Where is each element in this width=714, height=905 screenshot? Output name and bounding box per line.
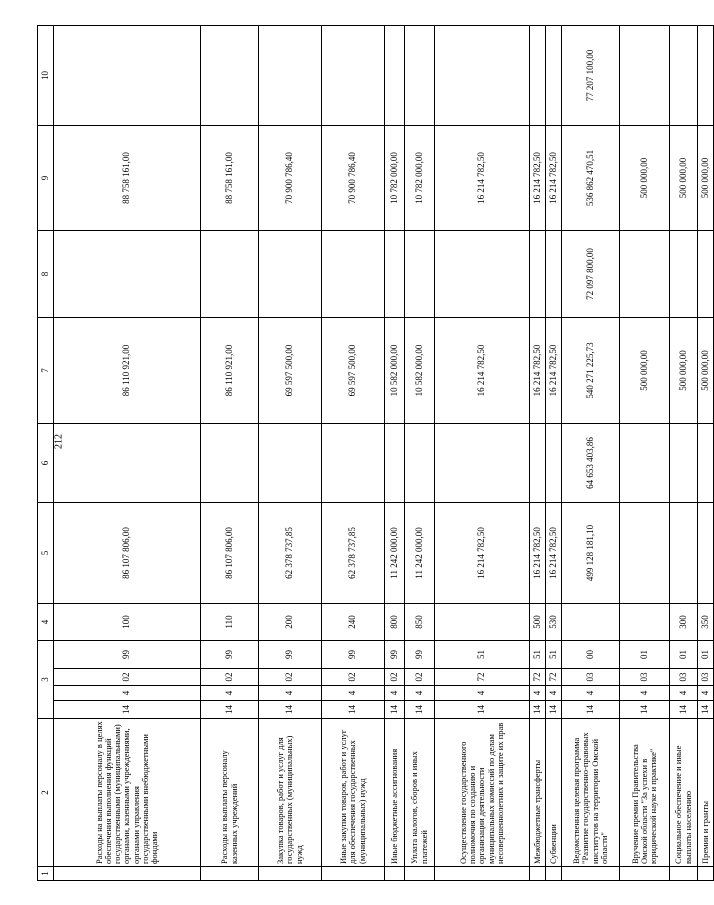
expense-type-code: 110 [201,604,259,641]
amount-col-5: 62 378 737,85 [259,503,322,604]
amount-col-8 [54,231,201,318]
amount-col-7: 10 582 000,00 [385,318,405,424]
amount-col-10: 77 207 100,00 [562,26,620,126]
amount-col-6 [201,424,259,503]
header-col-3: 3 [38,641,54,719]
code-part-c: 72 [530,669,546,686]
amount-col-6: 64 653 403,86 [562,424,620,503]
header-col-8: 8 [38,231,54,318]
column-number-header [38,26,54,881]
amount-col-7: 540 271 225,73 [562,318,620,424]
amount-col-5: 11 242 000,00 [405,503,435,604]
code-part-b: 4 [435,686,530,701]
code-part-a: 14 [54,701,201,719]
amount-col-7: 86 110 921,00 [54,318,201,424]
header-col-6: 6 [38,424,54,503]
first-col-cell [562,867,620,881]
budget-item-name: Премии и гранты [698,719,714,867]
amount-col-9: 16 214 782,50 [530,126,546,231]
first-col-cell [698,867,714,881]
amount-col-7: 86 110 921,00 [201,318,259,424]
code-part-a: 14 [201,701,259,719]
code-part-c: 72 [435,669,530,686]
amount-col-10 [698,26,714,126]
first-col-cell [259,867,322,881]
amount-col-6 [54,424,201,503]
header-col-10: 10 [38,26,54,126]
amount-col-6 [620,424,670,503]
amount-col-5: 16 214 782,50 [530,503,546,604]
amount-col-6 [405,424,435,503]
expense-type-code: 200 [259,604,322,641]
code-part-b: 4 [405,686,435,701]
amount-col-8 [698,231,714,318]
code-part-d: 99 [201,641,259,669]
first-col-cell [405,867,435,881]
amount-col-6 [322,424,385,503]
code-part-a: 14 [259,701,322,719]
budget-item-name: Социальное обеспечение и иные выплаты населению [670,719,698,867]
code-part-c: 03 [698,669,714,686]
amount-col-9: 70 900 786,40 [259,126,322,231]
amount-col-9: 500 000,00 [698,126,714,231]
amount-col-8 [670,231,698,318]
code-part-b: 4 [54,686,201,701]
amount-col-9: 88 758 161,00 [201,126,259,231]
code-part-a: 14 [435,701,530,719]
first-col-cell [435,867,530,881]
header-col-5: 5 [38,503,54,604]
code-part-b: 4 [670,686,698,701]
header-col-2: 2 [38,719,54,867]
code-part-b: 4 [322,686,385,701]
amount-col-8 [435,231,530,318]
budget-item-name: Расходы на выплаты персоналу казенных учреждений [201,719,259,867]
expense-type-code: 800 [385,604,405,641]
first-col-cell [54,867,201,881]
amount-col-9: 16 214 782,50 [546,126,562,231]
amount-col-6 [435,424,530,503]
amount-col-8 [620,231,670,318]
code-part-b: 4 [201,686,259,701]
code-part-a: 14 [620,701,670,719]
amount-col-7: 500 000,00 [620,318,670,424]
code-part-b: 4 [259,686,322,701]
first-col-cell [620,867,670,881]
code-part-c: 02 [322,669,385,686]
table-row [435,26,530,881]
code-part-c: 02 [54,669,201,686]
page-number: 212 [53,434,65,449]
amount-col-8: 72 097 800,00 [562,231,620,318]
amount-col-8 [546,231,562,318]
header-col-1: 1 [38,867,54,881]
amount-col-5: 11 242 000,00 [385,503,405,604]
amount-col-9: 536 862 470,51 [562,126,620,231]
table-row [562,26,620,881]
code-part-d: 01 [698,641,714,669]
expense-type-code [620,604,670,641]
code-part-a: 14 [322,701,385,719]
amount-col-5 [698,503,714,604]
code-part-b: 4 [698,686,714,701]
amount-col-10 [385,26,405,126]
budget-item-name: Субвенции [546,719,562,867]
header-col-4: 4 [38,604,54,641]
code-part-c: 03 [670,669,698,686]
first-col-cell [546,867,562,881]
code-part-a: 14 [670,701,698,719]
amount-col-8 [405,231,435,318]
budget-item-name: Иные закупки товаров, работ и услуг для обеспечения государственных (муниципальных) нужд [322,719,385,867]
table-row [385,26,405,881]
code-part-a: 14 [546,701,562,719]
table-row [620,26,670,881]
code-part-d: 01 [670,641,698,669]
code-part-c: 03 [620,669,670,686]
code-part-c: 02 [405,669,435,686]
amount-col-9: 10 782 000,00 [385,126,405,231]
amount-col-8 [322,231,385,318]
amount-col-6 [385,424,405,503]
code-part-d: 51 [435,641,530,669]
amount-col-6 [698,424,714,503]
amount-col-5 [620,503,670,604]
expense-type-code: 300 [670,604,698,641]
table-row [670,26,698,881]
amount-col-5: 16 214 782,50 [435,503,530,604]
code-part-d: 00 [562,641,620,669]
amount-col-7: 16 214 782,50 [546,318,562,424]
code-part-c: 03 [562,669,620,686]
code-part-a: 14 [698,701,714,719]
amount-col-7: 10 582 000,00 [405,318,435,424]
code-part-b: 4 [620,686,670,701]
first-col-cell [530,867,546,881]
expense-type-code: 100 [54,604,201,641]
code-part-d: 99 [322,641,385,669]
budget-item-name: Вручение премии Правительства Омской области "За успехи в юридической науке и практике" [620,719,670,867]
amount-col-5: 86 107 806,00 [54,503,201,604]
table-row [405,26,435,881]
code-part-d: 01 [620,641,670,669]
amount-col-10 [530,26,546,126]
amount-col-9: 500 000,00 [620,126,670,231]
expense-type-code: 500 [530,604,546,641]
code-part-d: 51 [546,641,562,669]
expense-type-code [562,604,620,641]
first-col-cell [670,867,698,881]
amount-col-10 [405,26,435,126]
code-part-c: 02 [201,669,259,686]
amount-col-5: 62 378 737,85 [322,503,385,604]
first-col-cell [201,867,259,881]
expense-type-code: 530 [546,604,562,641]
code-part-d: 99 [54,641,201,669]
code-part-c: 02 [259,669,322,686]
expense-type-code [435,604,530,641]
code-part-a: 14 [562,701,620,719]
budget-item-name: Межбюджетные трансферты [530,719,546,867]
amount-col-8 [259,231,322,318]
code-part-a: 14 [385,701,405,719]
table-row [54,26,201,881]
budget-item-name: Уплата налогов, сборов и иных платежей [405,719,435,867]
table-row [322,26,385,881]
amount-col-10 [322,26,385,126]
amount-col-5 [670,503,698,604]
first-col-cell [385,867,405,881]
amount-col-8 [530,231,546,318]
amount-col-9: 70 900 786,40 [322,126,385,231]
amount-col-7: 16 214 782,50 [435,318,530,424]
amount-col-6 [546,424,562,503]
amount-col-6 [259,424,322,503]
amount-col-10 [670,26,698,126]
amount-col-7: 69 597 500,00 [322,318,385,424]
table-body [38,26,714,881]
budget-table [37,25,714,881]
amount-col-8 [385,231,405,318]
amount-col-5: 499 128 181,10 [562,503,620,604]
table-row [698,26,714,881]
amount-col-8 [201,231,259,318]
amount-col-9: 88 758 161,00 [54,126,201,231]
amount-col-6 [530,424,546,503]
budget-item-name: Ведомственная целевая программа "Развитие государственно-правовых институтов на территории Омской области" [562,719,620,867]
amount-col-10 [620,26,670,126]
header-col-9: 9 [38,126,54,231]
code-part-d: 99 [405,641,435,669]
code-part-b: 4 [530,686,546,701]
rotated-budget-table [37,26,710,881]
code-part-b: 4 [385,686,405,701]
amount-col-7: 69 597 500,00 [259,318,322,424]
code-part-c: 72 [546,669,562,686]
code-part-b: 4 [562,686,620,701]
expense-type-code: 850 [405,604,435,641]
table-row [259,26,322,881]
expense-type-code: 350 [698,604,714,641]
amount-col-6 [670,424,698,503]
code-part-b: 4 [546,686,562,701]
budget-item-name: Закупка товаров, работ и услуг для государственных (муниципальных) нужд [259,719,322,867]
amount-col-10 [259,26,322,126]
table-row [546,26,562,881]
table-row [530,26,546,881]
amount-col-5: 86 107 806,00 [201,503,259,604]
code-part-d: 99 [259,641,322,669]
code-part-a: 14 [405,701,435,719]
amount-col-7: 500 000,00 [670,318,698,424]
budget-item-name: Иные бюджетные ассигнования [385,719,405,867]
amount-col-10 [546,26,562,126]
budget-item-name: Расходы на выплаты персоналу в целях обеспечения выполнения функций государственными (муниципальными) органами, казенными учреждениями, органами управления государственными внебюджетными фондами [54,719,201,867]
code-part-a: 14 [530,701,546,719]
amount-col-10 [201,26,259,126]
amount-col-9: 16 214 782,50 [435,126,530,231]
amount-col-10 [54,26,201,126]
amount-col-9: 500 000,00 [670,126,698,231]
amount-col-10 [435,26,530,126]
first-col-cell [322,867,385,881]
code-part-c: 02 [385,669,405,686]
code-part-d: 99 [385,641,405,669]
budget-item-name: Осуществление государственного полномочия по созданию и организации деятельности муниципальных комиссий по делам несовершеннолетних и защите их прав [435,719,530,867]
amount-col-9: 10 782 000,00 [405,126,435,231]
table-row [201,26,259,881]
amount-col-5: 16 214 782,50 [546,503,562,604]
code-part-d: 51 [530,641,546,669]
expense-type-code: 240 [322,604,385,641]
amount-col-7: 500 000,00 [698,318,714,424]
header-col-7: 7 [38,318,54,424]
amount-col-7: 16 214 782,50 [530,318,546,424]
